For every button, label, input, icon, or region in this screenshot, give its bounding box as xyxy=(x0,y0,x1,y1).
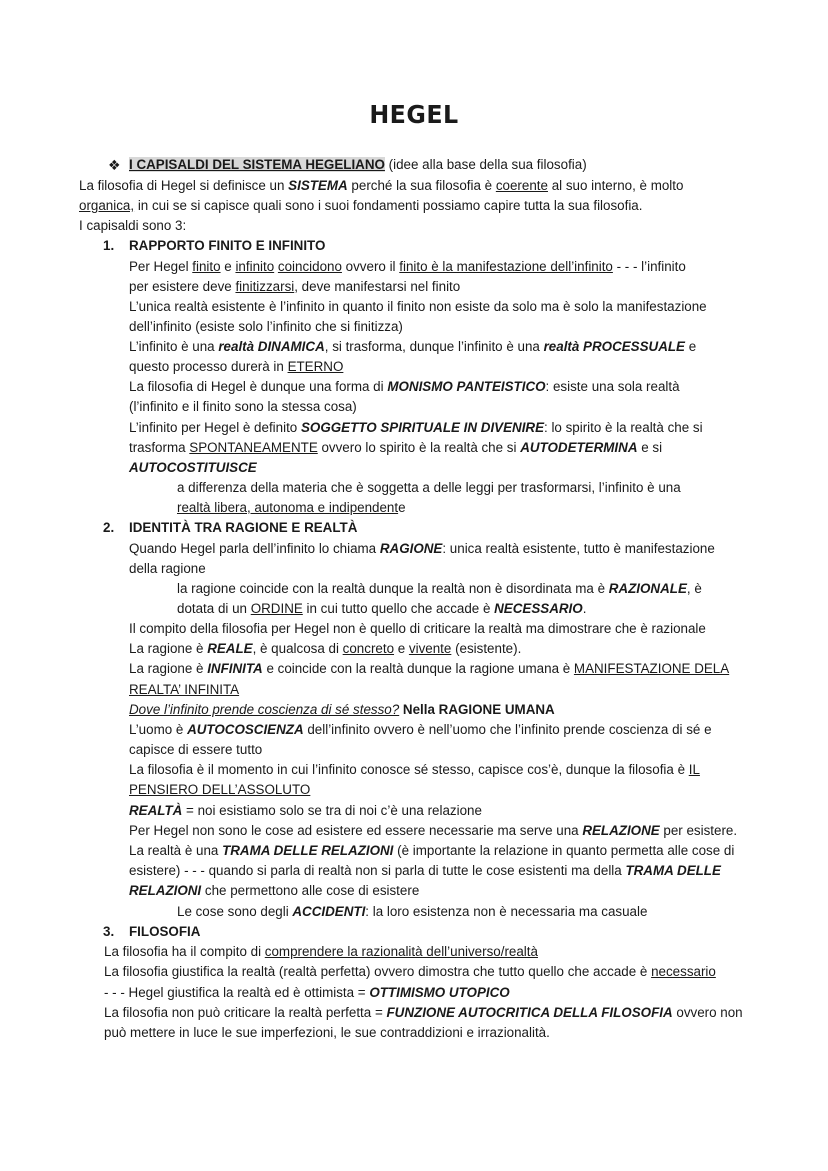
paragraph-line: Il compito della filosofia per Hegel non è quello di criticare la realtà ma dimostrare che è razionale xyxy=(129,621,706,636)
paragraph-line: La filosofia giustifica la realtà (realtà perfetta) ovvero dimostra che tutto quello che accade è necessario xyxy=(104,964,716,979)
paragraph-line: L’infinito per Hegel è definito SOGGETTO SPIRITUALE IN DIVENIRE: lo spirito è la realtà che si xyxy=(129,420,703,435)
paragraph-line: trasforma SPONTANEAMENTE ovvero lo spirito è la realtà che si AUTODETERMINA e si xyxy=(129,440,663,455)
paragraph-line: dell’infinito (esiste solo l’infinito che si finitizza) xyxy=(129,319,403,334)
paragraph-line: REALTA’ INFINITA xyxy=(129,682,240,697)
paragraph-line: della ragione xyxy=(129,561,206,576)
section-note: (idee alla base della sua filosofia) xyxy=(388,157,587,172)
paragraph-line: L’unica realtà esistente è l’infinito in quanto il finito non esiste da solo ma è solo la manifestazione xyxy=(129,299,707,314)
paragraph-line: questo processo durerà in ETERNO xyxy=(129,359,344,374)
paragraph-line: - - - Hegel giustifica la realtà ed è ottimista = OTTIMISMO UTOPICO xyxy=(104,985,510,1000)
paragraph-line: La filosofia di Hegel è dunque una forma di MONISMO PANTEISTICO: esiste una sola realtà xyxy=(129,379,680,394)
paragraph-line: PENSIERO DELL’ASSOLUTO xyxy=(129,782,311,797)
paragraph-line: La filosofia è il momento in cui l’infinito conosce sé stesso, capisce cos’è, dunque la filosofia è IL xyxy=(129,762,700,777)
section-heading: I CAPISALDI DEL SISTEMA HEGELIANO xyxy=(129,157,385,172)
paragraph-line: esistere) - - - quando si parla di realtà non si parla di tutte le cose esistenti ma della TRAMA DELLE xyxy=(129,863,721,878)
intro-line-2: organica, in cui se si capisce quali sono i suoi fondamenti possiamo capire tutta la sua filosofia. xyxy=(79,198,643,213)
paragraph-line: Per Hegel non sono le cose ad esistere ed essere necessarie ma serve una RELAZIONE per esistere. xyxy=(129,823,738,838)
paragraph-line: L’infinito è una realtà DINAMICA, si trasforma, dunque l’infinito è una realtà PROCESSUALE e xyxy=(129,339,697,354)
section-heading-line xyxy=(129,155,587,174)
intro-line-3: I capisaldi sono 3: xyxy=(79,218,187,233)
paragraph-line: per esistere deve finitizzarsi, deve manifestarsi nel finito xyxy=(129,279,461,294)
paragraph-line: L’uomo è AUTOCOSCIENZA dell’infinito ovvero è nell’uomo che l’infinito prende coscienza di sé e xyxy=(129,722,712,737)
intro-line-1: La filosofia di Hegel si definisce un SISTEMA perché la sua filosofia è coerente al suo interno, è molto xyxy=(79,178,684,193)
paragraph-line: La ragione è REALE, è qualcosa di concreto e vivente (esistente). xyxy=(129,641,522,656)
paragraph-line: La filosofia ha il compito di comprendere la razionalità dell’universo/realtà xyxy=(104,944,538,959)
paragraph-line: (l’infinito e il finito sono la stessa cosa) xyxy=(129,399,357,414)
item-number: 3. xyxy=(103,924,115,939)
item-heading: RAPPORTO FINITO E INFINITO xyxy=(129,238,326,253)
paragraph-line: Quando Hegel parla dell’infinito lo chiama RAGIONE: unica realtà esistente, tutto è manifestazione xyxy=(129,541,715,556)
item-number: 2. xyxy=(103,520,115,535)
item-heading: IDENTITÀ TRA RAGIONE E REALTÀ xyxy=(129,520,358,535)
paragraph-line: REALTÀ = noi esistiamo solo se tra di noi c’è una relazione xyxy=(129,803,482,818)
indented-line: Le cose sono degli ACCIDENTI: la loro esistenza non è necessaria ma casuale xyxy=(177,904,648,919)
indented-line: la ragione coincide con la realtà dunque la realtà non è disordinata ma è RAZIONALE, è xyxy=(177,581,702,596)
item-heading: FILOSOFIA xyxy=(129,924,201,939)
indented-line: a differenza della materia che è soggetta a delle leggi per trasformarsi, l’infinito è una xyxy=(177,480,681,495)
paragraph-line: AUTOCOSTITUISCE xyxy=(129,460,257,475)
paragraph-line: La realtà è una TRAMA DELLE RELAZIONI (è importante la relazione in quanto permetta alle cose di xyxy=(129,843,735,858)
paragraph-line: Per Hegel finito e infinito coincidono ovvero il finito è la manifestazione dell’infinito - - - l’infinito xyxy=(129,259,686,274)
indented-line: realtà libera, autonoma e indipendente xyxy=(177,500,406,515)
paragraph-line: La filosofia non può criticare la realtà perfetta = FUNZIONE AUTOCRITICA DELLA FILOSOFIA ovvero non xyxy=(104,1005,743,1020)
indented-line: dotata di un ORDINE in cui tutto quello che accade è NECESSARIO. xyxy=(177,601,587,616)
paragraph-line: capisce di essere tutto xyxy=(129,742,263,757)
paragraph-line: Dove l’infinito prende coscienza di sé stesso? Nella RAGIONE UMANA xyxy=(129,702,555,717)
paragraph-line: RELAZIONI che permettono alle cose di esistere xyxy=(129,883,420,898)
item-number: 1. xyxy=(103,238,115,253)
bullet-diamond-icon: ❖ xyxy=(108,157,121,173)
paragraph-line: La ragione è INFINITA e coincide con la realtà dunque la ragione umana è MANIFESTAZIONE DELA xyxy=(129,661,730,676)
page-title: HEGEL xyxy=(369,100,459,129)
paragraph-line: può mettere in luce le sue imperfezioni, le sue contraddizioni e irrazionalità. xyxy=(104,1025,550,1040)
